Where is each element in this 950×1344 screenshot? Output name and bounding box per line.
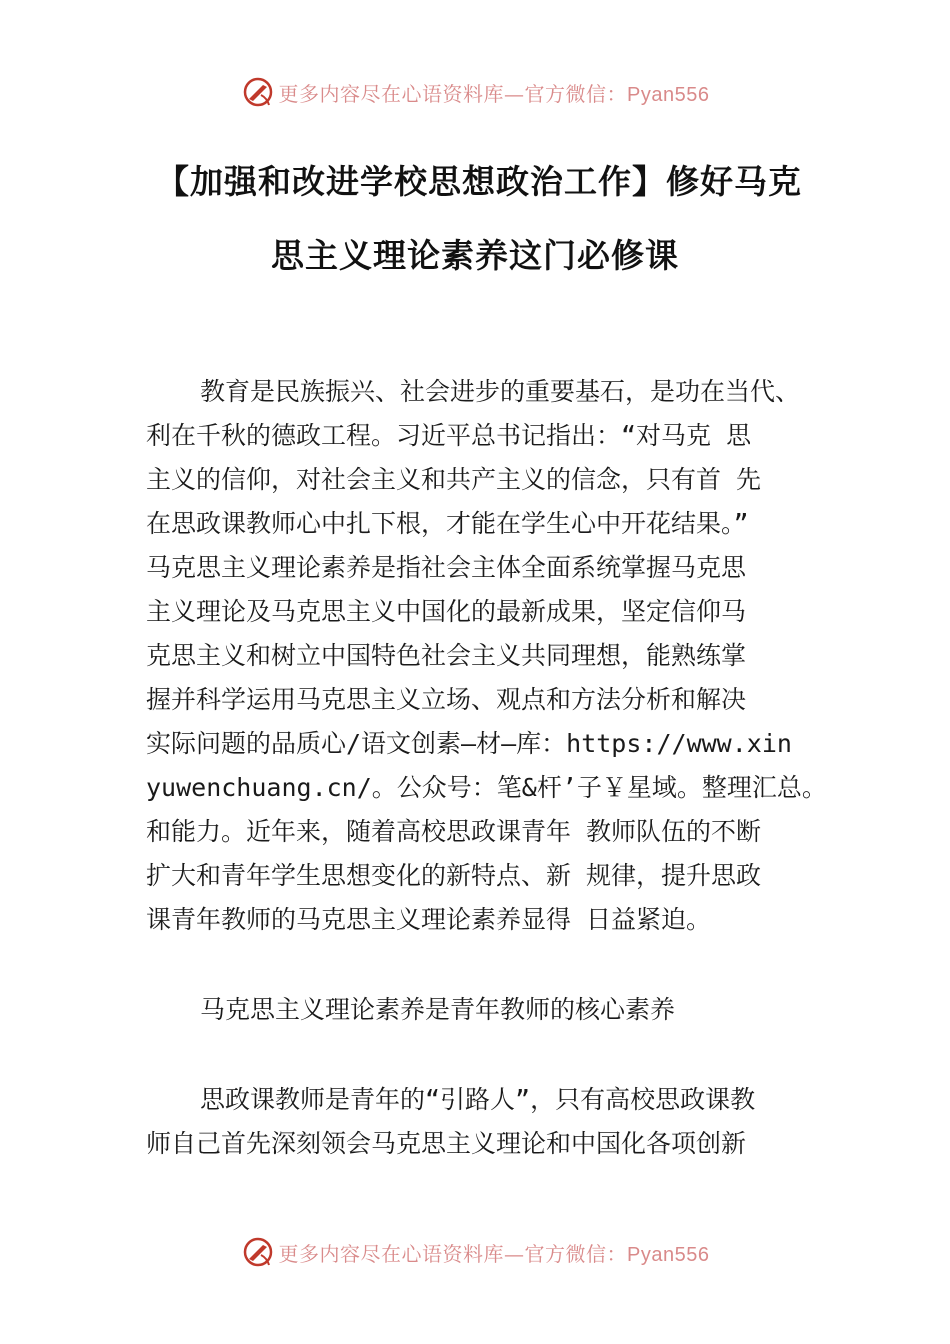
document-title-line-1: 【加强和改进学校思想政治工作】修好马克 bbox=[156, 162, 802, 201]
paragraph-line: 握并科学运用马克思主义立场、观点和方法分析和解决 bbox=[146, 685, 747, 714]
paragraph-line: 课青年教师的马克思主义理论素养显得 日益紧迫。 bbox=[146, 905, 712, 934]
paragraph-line: 教育是民族振兴、社会进步的重要基石，是功在当代、 bbox=[200, 377, 801, 406]
footer-banner bbox=[0, 1232, 950, 1272]
banner-message: 更多内容尽在心语资料库—官方微信： bbox=[278, 81, 628, 106]
paragraph-line: 主义的信仰，对社会主义和共产主义的信念，只有首 先 bbox=[146, 465, 762, 494]
section-subheading bbox=[146, 988, 866, 1032]
paragraph-line: yuwenchuang.cn/。公众号：笔&杆’子￥星域。整理汇总。 bbox=[146, 773, 827, 802]
paragraph-line: 主义理论及马克思主义中国化的最新成果，坚定信仰马 bbox=[146, 597, 747, 626]
paragraph-line: 马克思主义理论素养是指社会主体全面系统掌握马克思 bbox=[146, 553, 747, 582]
banner-handle: Pyan556 bbox=[627, 1243, 710, 1266]
paragraph-line: 思政课教师是青年的“引路人”，只有高校思政课教 bbox=[200, 1085, 756, 1114]
paragraph-line: 和能力。近年来，随着高校思政课青年 教师队伍的不断 bbox=[146, 817, 762, 846]
paragraph-line: 扩大和青年学生思想变化的新特点、新 规律，提升思政 bbox=[146, 861, 762, 890]
paragraph-line: 师自己首先深刻领会马克思主义理论和中国化各项创新 bbox=[146, 1129, 747, 1158]
banner-message: 更多内容尽在心语资料库—官方微信： bbox=[278, 1241, 628, 1266]
paragraph-line: 克思主义和树立中国特色社会主义共同理想，能熟练掌 bbox=[146, 641, 747, 670]
paragraph-line: 利在千秋的德政工程。习近平总书记指出：“对马克 思 bbox=[146, 421, 752, 450]
banner-text bbox=[279, 78, 710, 107]
banner-text bbox=[279, 1238, 710, 1267]
brush-logo-icon bbox=[241, 75, 275, 109]
document-title-line-2: 思主义理论素养这门必修课 bbox=[271, 236, 679, 275]
paragraph-line: 实际问题的品质心/语文创素—材—库：https://www.xin bbox=[146, 729, 792, 758]
subheading-text: 马克思主义理论素养是青年教师的核心素养 bbox=[200, 995, 676, 1024]
paragraph-line: 在思政课教师心中扎下根，才能在学生心中开花结果。” bbox=[146, 509, 749, 538]
paragraph-1 bbox=[146, 370, 866, 942]
banner-handle: Pyan556 bbox=[627, 83, 710, 106]
header-banner bbox=[0, 72, 950, 112]
paragraph-2 bbox=[146, 1078, 866, 1166]
brush-logo-icon bbox=[241, 1235, 275, 1269]
